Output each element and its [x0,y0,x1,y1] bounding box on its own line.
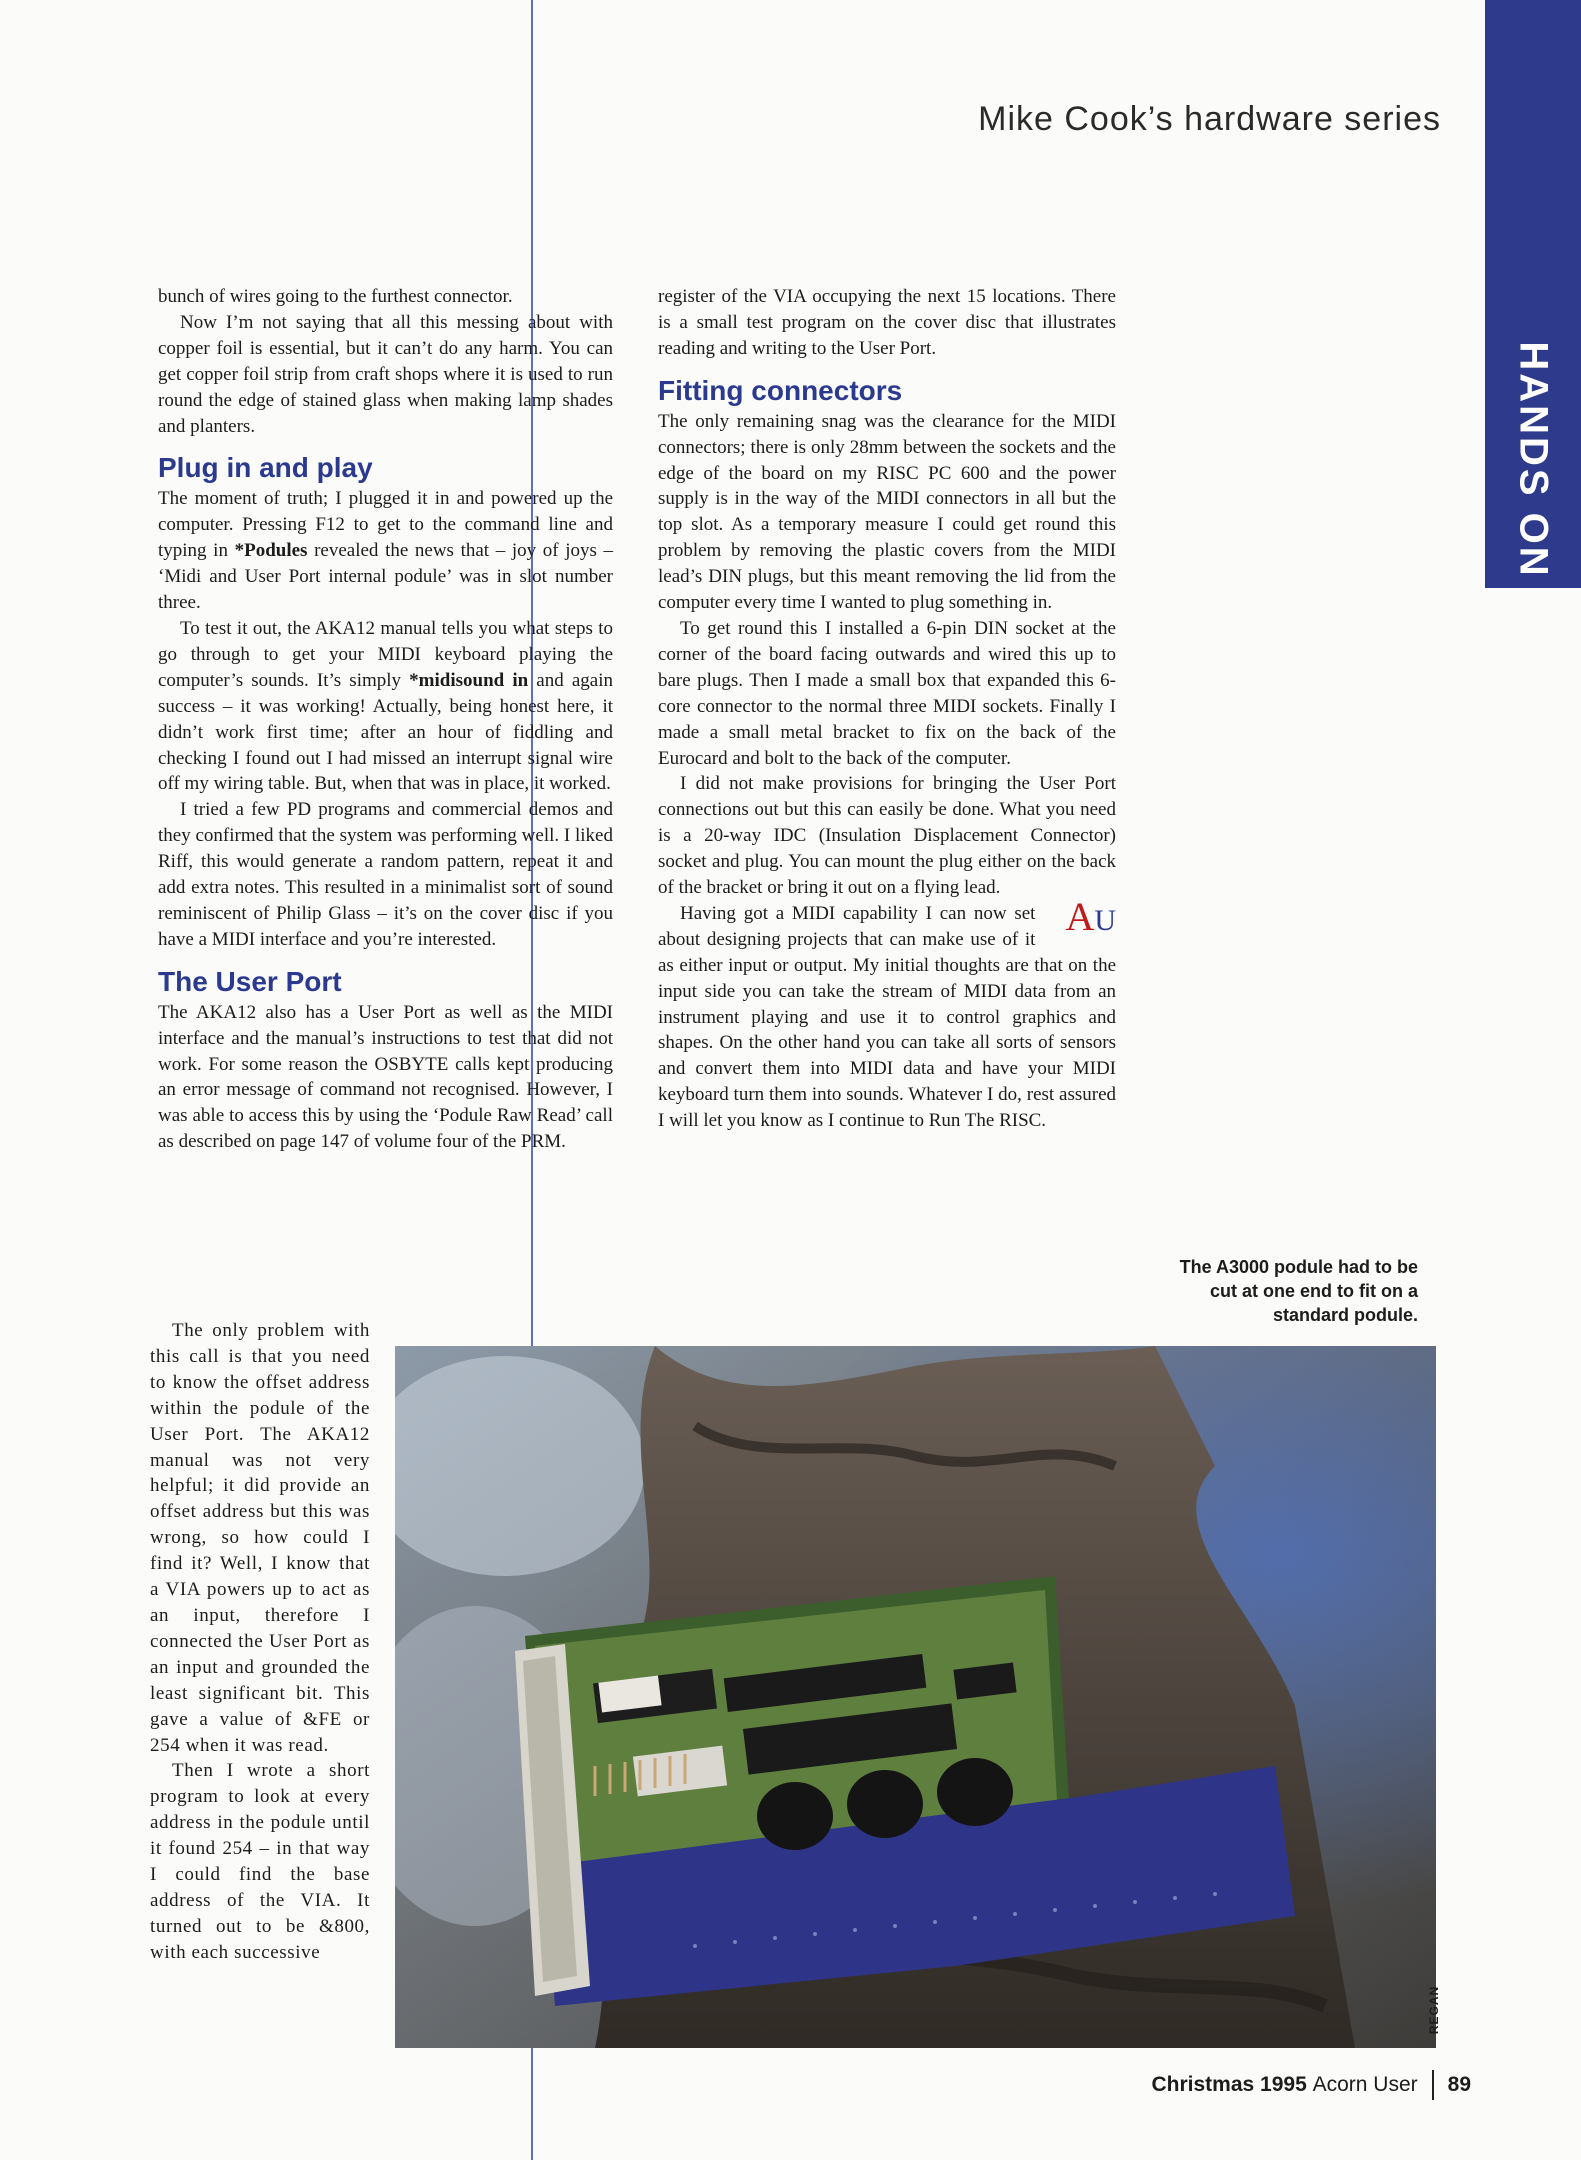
paragraph: The moment of truth; I plugged it in and powered up the computer. Pressing F12 to get to the command line and typing in *Podules revealed the news that – joy of joys – ‘Midi and User Port internal podule’ was in slot number three. [158,488,614,614]
command-text: *Podules [234,540,308,562]
footer-divider [1432,2070,1434,2100]
photo-caption: The A3000 podule had to be cut at one end to fit on a standard podule. [1179,1257,1418,1325]
paragraph: To get round this I installed a 6-pin DIN socket at the corner of the board facing outwards and wired this up to bare plugs. Then I made a small box that expanded this 6-core connector to the normal three MIDI sockets. Finally I made a small metal bracket to fix on the back of the Eurocard and bolt to the back of the computer. [658,617,1116,769]
page-number: 89 [1447,2073,1471,2096]
issue-date: Christmas 1995 [1151,2073,1307,2096]
paragraph: I did not make provisions for bringing the User Port connections out but this can easily be done. What you need is a 20-way IDC (Insulation Displacement Connector) socket and plug. You can mount the plug either on the back of the bracket or bring it out on a flying lead. [658,773,1116,899]
paragraph: To test it out, the AKA12 manual tells you what steps to go through to get your MIDI keyboard playing the computer’s sounds. It’s simply *midisound in and again success – it was working! Actually, being honest here, it didn’t work first time; after an hour of fiddling and checking I found out I had missed an interrupt signal wire off my wiring table. But, when that was in place, it worked. [158,617,613,795]
magazine-name: Acorn User [1312,2073,1418,2096]
podule-photo [395,1346,1436,2048]
section-heading: Fitting connectors [658,374,903,406]
section-heading: Plug in and play [158,452,373,484]
paragraph: The only remaining snag was the clearance for the MIDI connectors; there is only 28mm between the sockets and the edge of the board on my RISC PC 600 and the power supply is in the way of the MIDI connectors in all but the top slot. As a temporary measure I could get round this problem by removing the plastic covers from the MIDI lead’s DIN plugs, but this meant removing the lid from the computer every time I wanted to plug something in. [658,410,1116,614]
paragraph: AU Having got a MIDI capability I can now set about designing projects that can make use of it as either input or output. My initial thoughts are that on the input side you can take the stream of MIDI data from an instrument playing and use it to control graphics and shapes. On the other hand you can take all sorts of sensors and convert them into MIDI data and have your MIDI keyboard turn them into sounds. Whatever I do, rest assured I will let you know as I continue to Run The RISC. [658,893,1116,1132]
series-title: Mike Cook’s hardware series [978,100,1441,138]
article-column-narrow [150,1318,370,1966]
page-footer [1152,2070,1472,2100]
paragraph: register of the VIA occupying the next 15 locations. There is a small test program on the cover disc that illustrates reading and writing to the User Port. [658,286,1116,359]
paragraph: I tried a few PD programs and commercial demos and they confirmed that the system was performing well. I liked Riff, this would generate a random pattern, repeat it and add extra notes. This resulted in a minimalist sort of sound reminiscent of Philip Glass – it’s on the cover disc if you have a MIDI interface and you’re interested. [158,799,613,950]
article-column-right [658,284,1116,1134]
command-text: *midisound in [409,669,529,691]
acorn-user-end-logo: AU [1065,893,1116,939]
section-heading: The User Port [158,965,342,997]
paragraph: The AKA12 also has a User Port as well as the MIDI interface and the manual’s instructions to test that did not work. For some reason the OSBYTE calls kept producing an error message of command not recognised. However, I was able to access this by using the ‘Podule Raw Read’ call as described on page 147 of volume four of the PRM. [158,1001,613,1153]
article-column-left [158,284,613,1155]
paragraph: bunch of wires going to the furthest connector. [158,286,513,307]
photo-credit: REGAN [1427,1985,1441,2035]
paragraph: Now I’m not saying that all this messing about with copper foil is essential, but it can’t do any harm. You can get copper foil strip from craft shops where it is used to run round the edge of stained glass when making lamp shades and planters. [158,311,613,437]
paragraph: Then I wrote a short program to look at every address in the podule until it found 254 – in that way I could find the base address of the VIA. It turned out to be &800, with each successive [150,1760,370,1963]
section-tab-label: HANDS ON [1511,341,1556,579]
podule-circuit-board-image [395,1346,1436,2048]
paragraph: The only problem with this call is that you need to know the offset address within the podule of the User Port. The AKA12 manual was not very helpful; it did provide an offset address but this was wrong, so how could I find it? Well, I know that a VIA powers up to act as an input, therefore I connected the User Port as an input and grounded the least significant bit. This gave a value of &FE or 254 when it was read. [150,1320,370,1756]
